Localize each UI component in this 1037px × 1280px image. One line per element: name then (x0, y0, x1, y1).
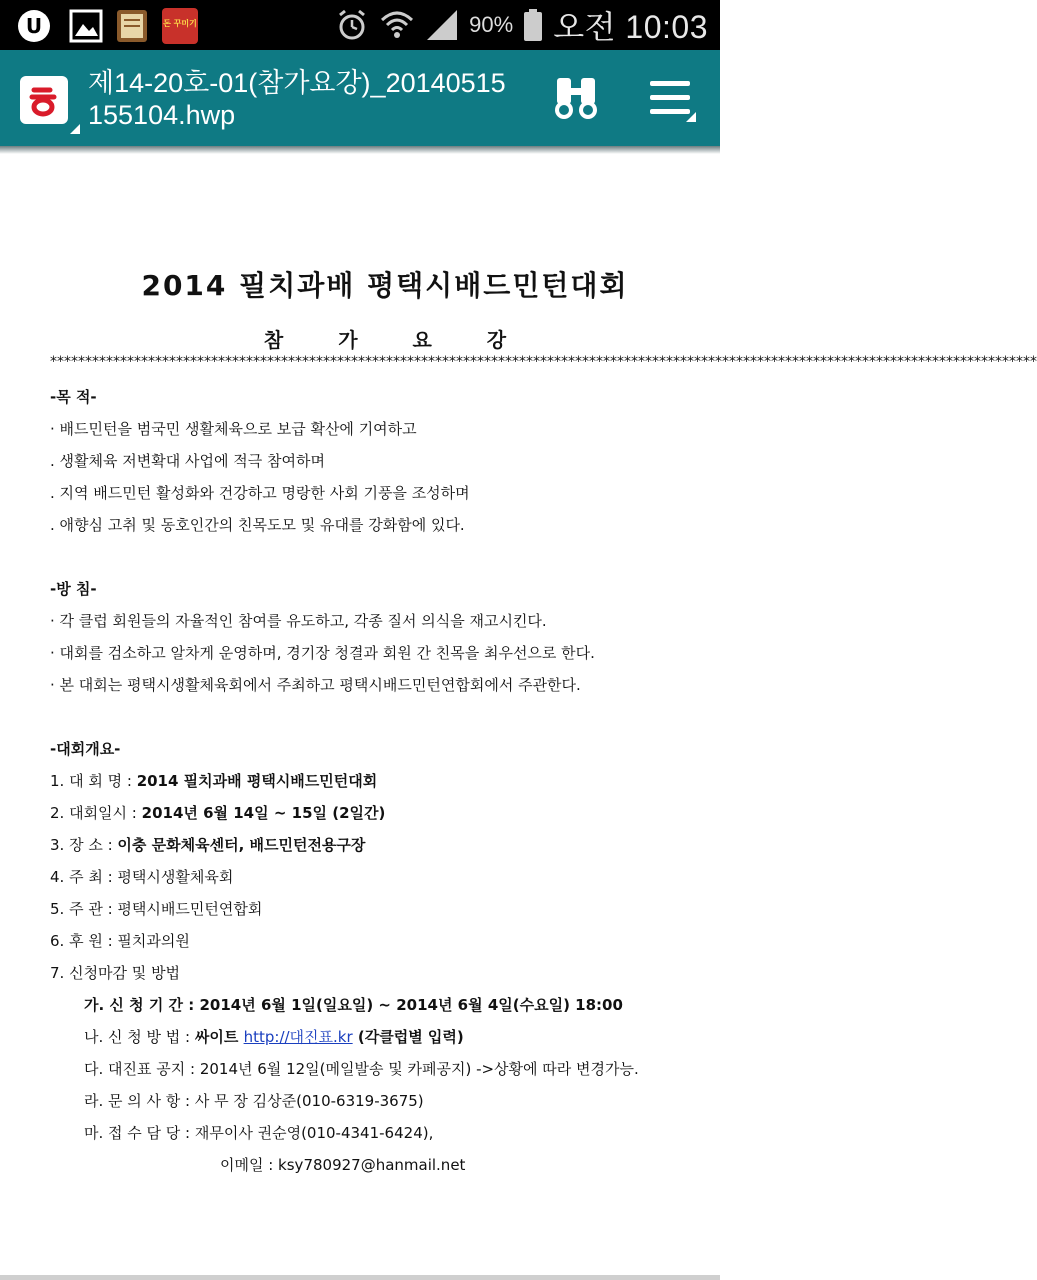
overview-item (50, 802, 385, 823)
overview-label: 3. 장 소 : (50, 836, 118, 854)
method-site-label: 싸이트 (194, 1028, 244, 1046)
menu-icon[interactable] (646, 76, 696, 122)
find-binoculars-icon[interactable] (553, 76, 599, 122)
hancom-viewer-logo-icon[interactable] (20, 76, 68, 124)
method-tail: (각클럽별 입력) (352, 1028, 464, 1046)
overview-item (50, 834, 365, 855)
status-bar (0, 0, 720, 50)
application-method (84, 1026, 464, 1047)
overview-label: 1. 대 회 명 : (50, 772, 137, 790)
overview-item (50, 866, 233, 887)
policy-item: · 본 대회는 평택시생활체육회에서 주최하고 평택시배드민턴연합회에서 주관한다. (50, 676, 581, 694)
overview-item (50, 898, 262, 919)
overview-label: 7. 신청마감 및 방법 (50, 964, 181, 982)
overview-value: 2014년 6월 14일 ~ 15일 (2일간) (141, 804, 386, 822)
overview-item (50, 930, 190, 951)
overview-value: 이충 문화체육센터, 배드민턴전용구장 (117, 836, 366, 854)
alarm-icon (335, 8, 369, 42)
overview-value: 평택시생활체육회 (117, 868, 234, 886)
app-bar-shadow (0, 146, 720, 154)
purpose-item: . 지역 배드민턴 활성화와 건강하고 명랑한 사회 기풍을 조성하며 (50, 484, 470, 502)
overview-item (50, 770, 377, 791)
signal-icon (425, 8, 459, 42)
purpose-item: · 배드민턴을 범국민 생활체육으로 보급 확산에 기여하고 (50, 420, 417, 438)
policy-item: · 대회를 검소하고 알차게 운영하며, 경기장 청결과 회원 간 친목을 최우선으로 한다. (50, 644, 595, 662)
overview-value: 2014 필치과배 평택시배드민턴대회 (136, 772, 378, 790)
overview-label: 5. 주 관 : (50, 900, 118, 918)
battery-icon (523, 8, 543, 42)
status-right (335, 0, 708, 50)
reception-contact: 마. 접 수 담 당 : 재무이사 권순영(010-4341-6424), (84, 1124, 434, 1142)
document-page[interactable] (0, 154, 1037, 1280)
u-plus-icon (16, 8, 52, 44)
svg-text:U: U (25, 14, 43, 38)
document-title: 2014 필치과배 평택시배드민턴대회 (141, 269, 629, 302)
gallery-icon (68, 8, 104, 44)
dropdown-corner-icon (70, 124, 80, 134)
bracket-notice: 다. 대진표 공지 : 2014년 6월 12일(메일발송 및 카페공지) ->상황에 따라 변경가능. (84, 1060, 639, 1078)
overview-label: 2. 대회일시 : (50, 804, 142, 822)
purpose-item: . 생활체육 저변확대 사업에 적극 참여하며 (50, 452, 325, 470)
inquiry-contact: 라. 문 의 사 항 : 사 무 장 김상준(010-6319-3675) (84, 1092, 424, 1110)
policy-item: · 각 클럽 회원들의 자율적인 참여를 유도하고, 각종 질서 의식을 재고시킨다. (50, 612, 547, 630)
document-filename: 제14-20호-01(참가요강)_20140515155104.hwp (88, 68, 506, 130)
overview-label: 4. 주 최 : (50, 868, 118, 886)
registration-link[interactable]: http://대진표.kr (243, 1028, 353, 1046)
app-logo-glyph (20, 76, 68, 124)
game-app-icon (162, 8, 198, 44)
overview-label: 6. 후 원 : (50, 932, 118, 950)
wifi-icon (379, 8, 415, 42)
purpose-heading: -목 적- (50, 388, 97, 406)
overview-value: 평택시배드민턴연합회 (117, 900, 263, 918)
notif-app-label: 돈 꾸미기 (163, 19, 197, 28)
overview-item (50, 962, 180, 983)
method-label: 나. 신 청 방 법 : (84, 1028, 195, 1046)
application-period: 가. 신 청 기 간 : 2014년 6월 1일(일요일) ~ 2014년 6월 4일(수요일) 18:00 (84, 996, 623, 1014)
overview-value: 필치과의원 (117, 932, 190, 950)
document-subtitle: 참 가 요 강 (263, 328, 507, 352)
overview-heading: -대회개요- (50, 740, 121, 758)
notes-icon (114, 8, 150, 44)
purpose-item: . 애향심 고취 및 동호인간의 친목도모 및 유대를 강화함에 있다. (50, 516, 465, 534)
policy-heading: -방 침- (50, 580, 97, 598)
battery-percent: 90% (469, 12, 514, 37)
bottom-edge (0, 1275, 720, 1280)
app-bar (0, 50, 720, 146)
clock: 오전 10:03 (553, 9, 708, 45)
email-line: 이메일 : ksy780927@hanmail.net (220, 1156, 466, 1174)
star-separator: ********************************************************************************************************************************************* (50, 354, 1037, 370)
